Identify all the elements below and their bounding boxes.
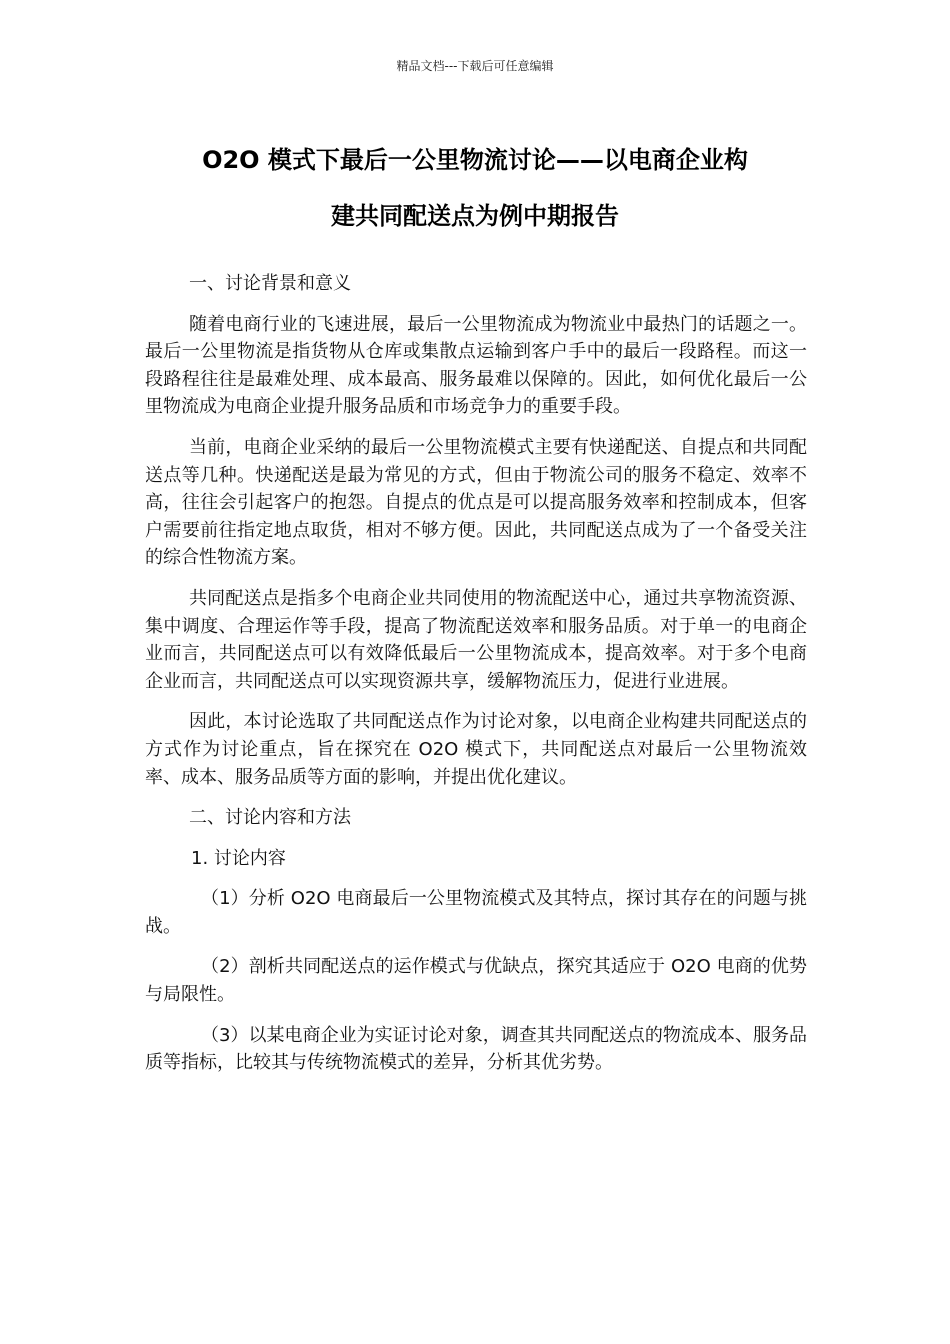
- list-item: （1）分析 O2O 电商最后一公里物流模式及其特点，探讨其存在的问题与挑战。: [145, 888, 807, 937]
- list-item: （2）剖析共同配送点的运作模式与优缺点，探究其适应于 O2O 电商的优势与局限性。: [145, 956, 807, 1006]
- title-line-1: O2O 模式下最后一公里物流讨论——以电商企业构: [202, 146, 748, 174]
- header-note: 精品文档---下载后可任意编辑: [396, 59, 554, 73]
- paragraph: 随着电商行业的飞速进展，最后一公里物流成为物流业中最热门的话题之一。最后一公里物流是指货物从仓库或集散点运输到客户手中的最后一段路程。而这一段路程往往是最难处理、成本最高、服务最难以保障的。因此，如何优化最后一公里物流成为电商企业提升服务品质和市场竞争力的重要手段。: [145, 313, 807, 418]
- section-1-heading: 一、讨论背景和意义: [189, 273, 351, 294]
- title-line-2: 建共同配送点为例中期报告: [331, 202, 619, 230]
- document-body: [145, 270, 807, 1077]
- paragraph: 当前，电商企业采纳的最后一公里物流模式主要有快递配送、自提点和共同配送点等几种。快递配送是最为常见的方式，但由于物流公司的服务不稳定、效率不高，往往会引起客户的抱怨。自提点的优点是可以提高服务效率和控制成本，但客户需要前往指定地点取货，相对不够方便。因此，共同配送点成为了一个备受关注的综合性物流方案。: [145, 436, 807, 569]
- list-item: （3）以某电商企业为实证讨论对象，调查其共同配送点的物流成本、服务品质等指标，比较其与传统物流模式的差异，分析其优劣势。: [145, 1024, 807, 1074]
- paragraph: 因此，本讨论选取了共同配送点作为讨论对象，以电商企业构建共同配送点的方式作为讨论重点，旨在探究在 O2O 模式下，共同配送点对最后一公里物流效率、成本、服务品质等方面的影响，并提出优化建议。: [145, 711, 807, 788]
- subsection-heading: 1. 讨论内容: [191, 847, 286, 869]
- section-2-heading: 二、讨论内容和方法: [189, 807, 351, 829]
- paragraph: 共同配送点是指多个电商企业共同使用的物流配送中心，通过共享物流资源、集中调度、合理运作等手段，提高了物流配送效率和服务品质。对于单一的电商企业而言，共同配送点可以有效降低最后一公里物流成本，提高效率。对于多个电商企业而言，共同配送点可以实现资源共享，缓解物流压力，促进行业进展。: [145, 587, 807, 692]
